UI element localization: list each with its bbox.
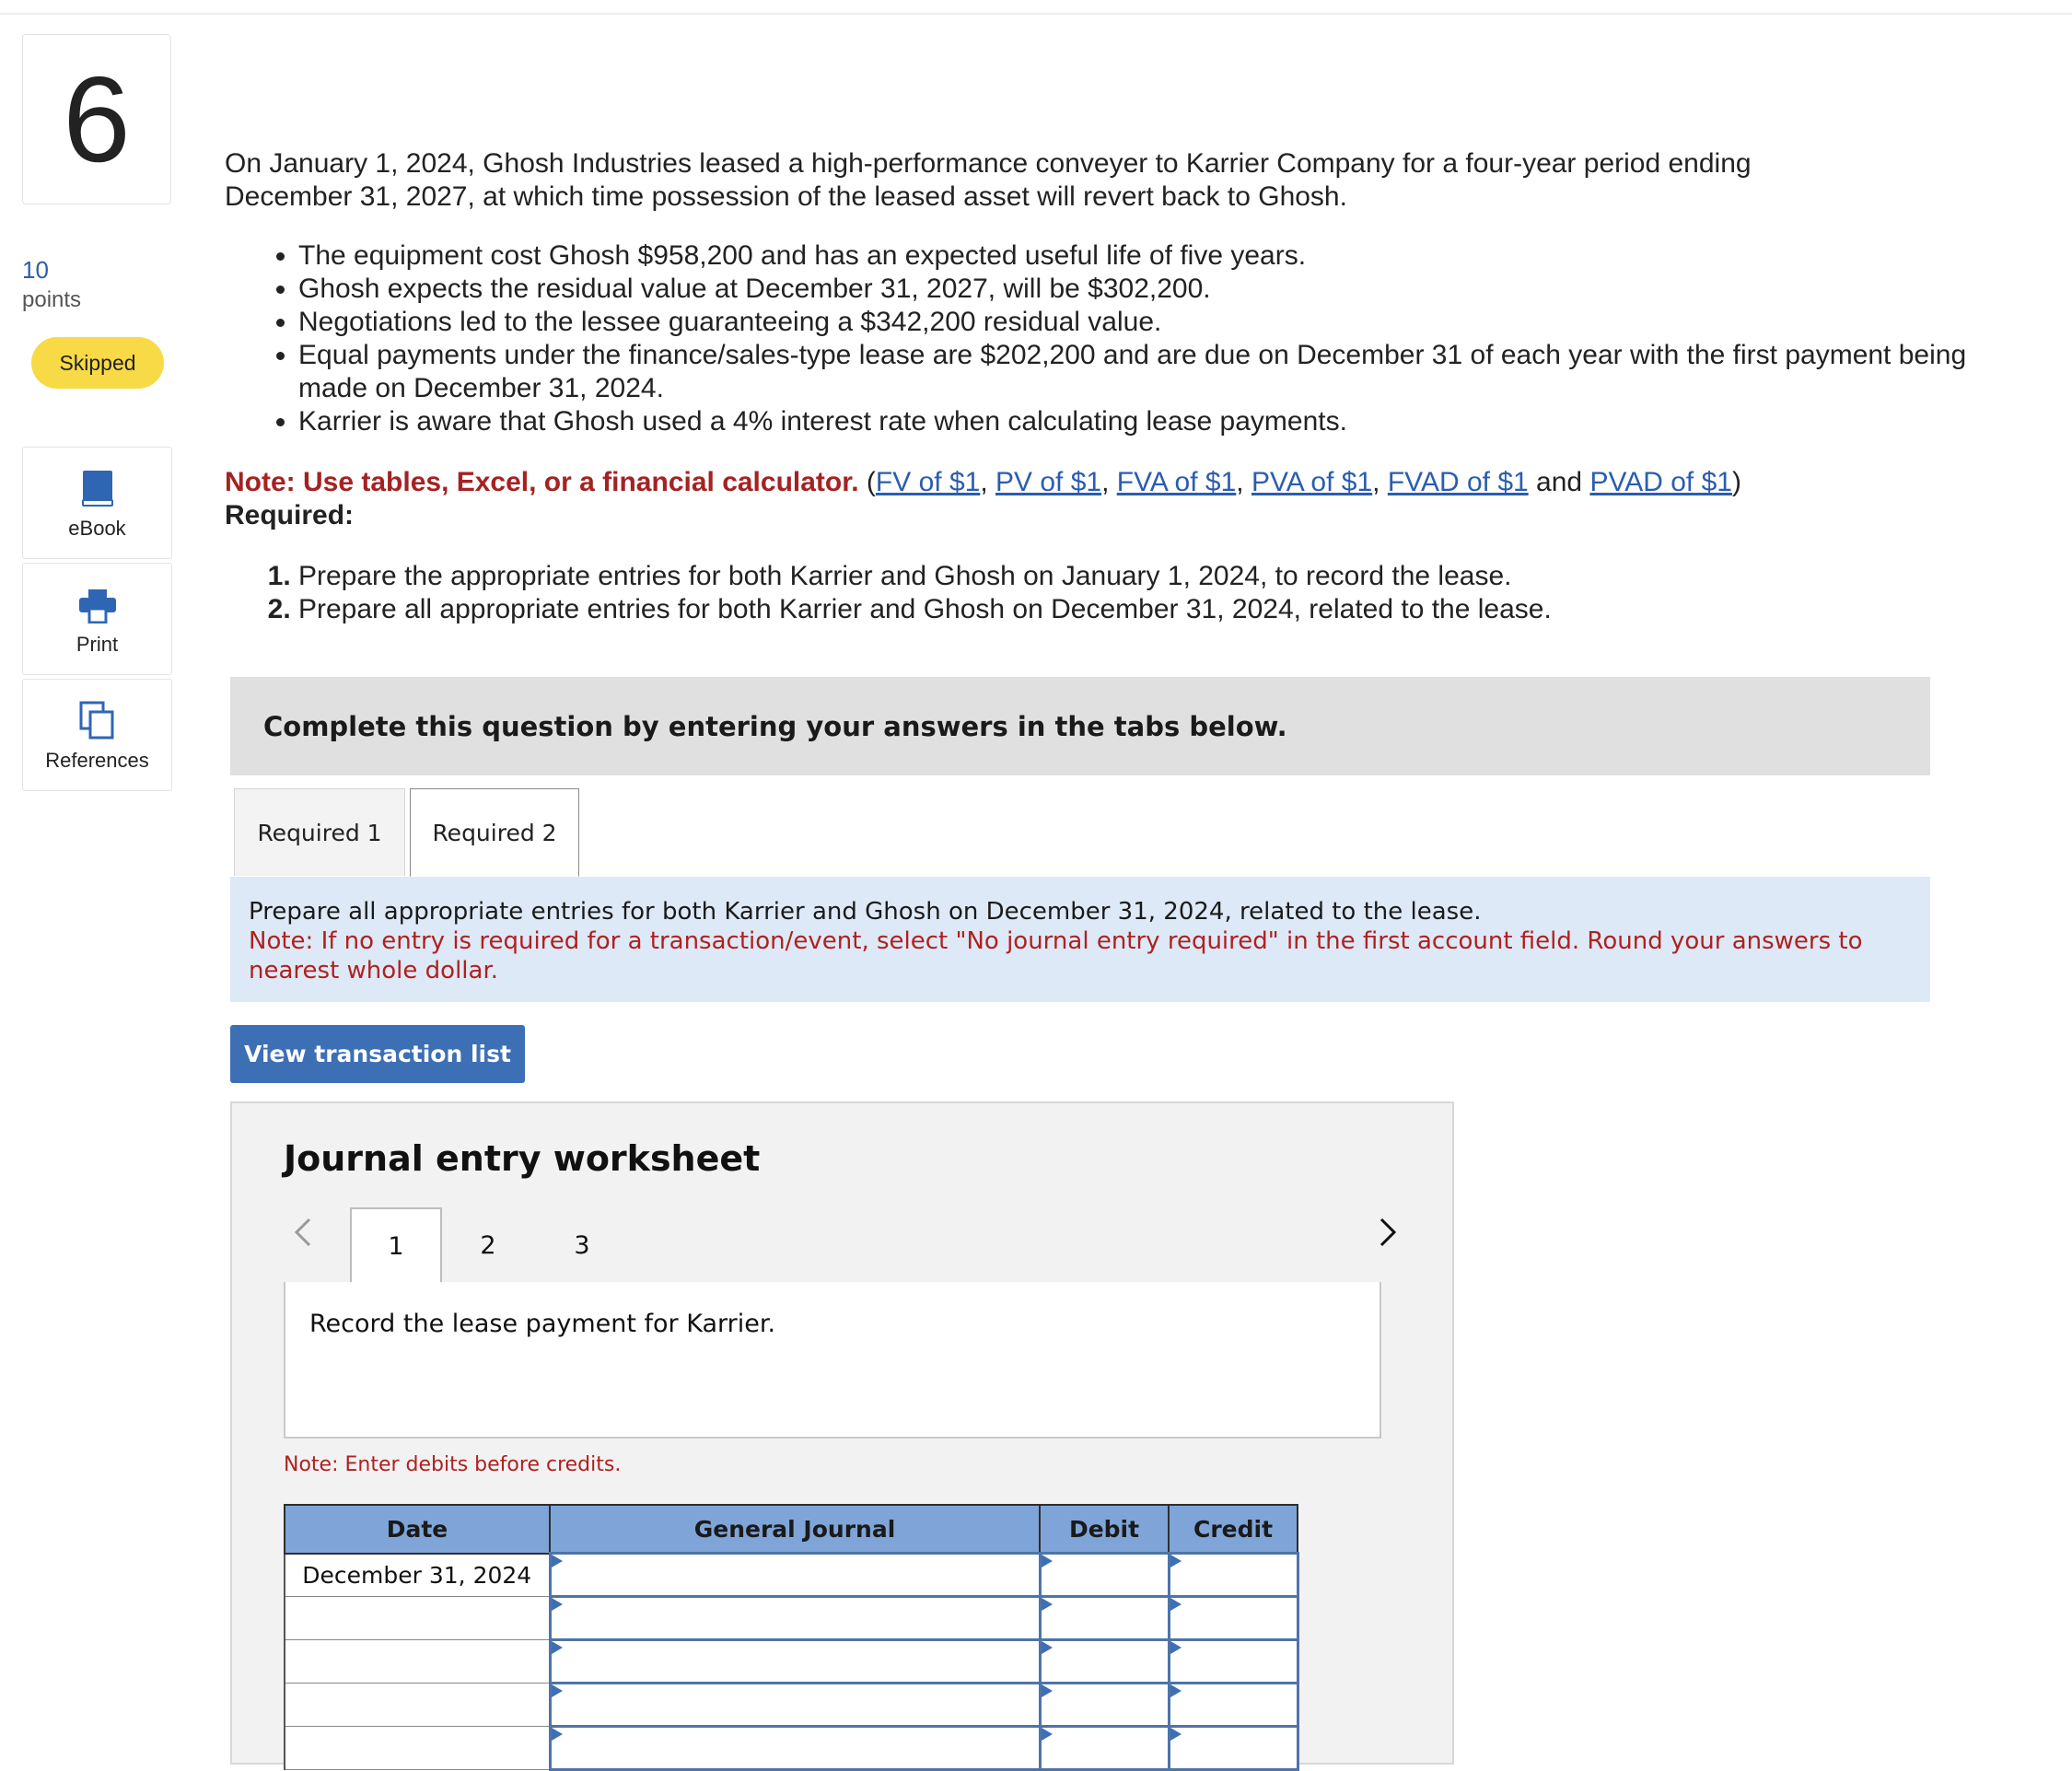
- requirement-list: [225, 560, 1974, 626]
- date-cell: December 31, 2024: [285, 1554, 550, 1597]
- table-row: [285, 1597, 1298, 1640]
- date-cell: [285, 1684, 550, 1727]
- account-input[interactable]: [550, 1597, 1040, 1640]
- print-label: Print: [76, 633, 119, 656]
- list-item: • The equipment cost Ghosh $958,200 and has an expected useful life of five years.: [298, 239, 1974, 273]
- worksheet-tab-1[interactable]: 1: [350, 1207, 442, 1285]
- worksheet-description: Record the lease payment for Karrier.: [284, 1282, 1381, 1439]
- chevron-right-icon[interactable]: [1374, 1214, 1402, 1251]
- instruction-bar: Complete this question by entering your answers in the tabs below.: [230, 677, 1930, 775]
- required-label: Required:: [225, 500, 355, 530]
- table-row: [285, 1727, 1298, 1770]
- view-transaction-list-button[interactable]: View transaction list: [230, 1025, 525, 1083]
- points-label: points: [22, 287, 82, 312]
- credit-input[interactable]: [1169, 1640, 1298, 1684]
- status-badge: Skipped: [31, 337, 164, 389]
- prompt-text: Prepare all appropriate entries for both Karrier and Ghosh on December 31, 2024, related to the lease.: [249, 898, 1482, 926]
- references-button[interactable]: [22, 679, 172, 791]
- fvad-link[interactable]: FVAD of $1: [1387, 467, 1529, 497]
- list-item: 2. Prepare all appropriate entries for both Karrier and Ghosh on December 31, 2024, related to the lease.: [298, 593, 1974, 626]
- question-number: 6: [22, 34, 171, 204]
- general-journal-column-header: General Journal: [550, 1505, 1040, 1554]
- credit-input[interactable]: [1169, 1727, 1298, 1770]
- tab-required-1[interactable]: Required 1: [234, 788, 405, 876]
- requirement-tabs: [230, 788, 1930, 878]
- date-cell: [285, 1640, 550, 1684]
- debit-input[interactable]: [1040, 1640, 1169, 1684]
- list-item: • Karrier is aware that Ghosh used a 4% interest rate when calculating lease payments.: [298, 405, 1974, 438]
- credit-input[interactable]: [1169, 1554, 1298, 1597]
- pv-link[interactable]: PV of $1: [995, 467, 1102, 497]
- book-icon: [80, 465, 115, 507]
- references-label: References: [45, 749, 149, 772]
- table-row: [285, 1640, 1298, 1684]
- ebook-label: eBook: [68, 517, 126, 540]
- fact-list: [225, 239, 1974, 438]
- debit-column-header: Debit: [1040, 1505, 1169, 1554]
- credit-input[interactable]: [1169, 1684, 1298, 1727]
- fv-link[interactable]: FV of $1: [875, 467, 981, 497]
- tab-required-2[interactable]: Required 2: [410, 788, 579, 878]
- list-item: • Ghosh expects the residual value at December 31, 2027, will be $302,200.: [298, 273, 1974, 306]
- points-value: 10: [22, 256, 49, 284]
- debit-input[interactable]: [1040, 1727, 1169, 1770]
- top-divider: [0, 13, 2072, 15]
- credit-input[interactable]: [1169, 1597, 1298, 1640]
- pvad-link[interactable]: PVAD of $1: [1589, 467, 1732, 497]
- credit-column-header: Credit: [1169, 1505, 1298, 1554]
- fva-link[interactable]: FVA of $1: [1116, 467, 1237, 497]
- tab-prompt: [230, 877, 1930, 1002]
- chevron-left-icon[interactable]: [289, 1214, 317, 1251]
- account-input[interactable]: [550, 1554, 1040, 1597]
- pva-link[interactable]: PVA of $1: [1251, 467, 1373, 497]
- worksheet-title: Journal entry worksheet: [284, 1138, 761, 1179]
- account-input[interactable]: [550, 1727, 1040, 1770]
- table-row: [285, 1554, 1298, 1597]
- print-button[interactable]: [22, 563, 172, 675]
- copy-icon: [79, 697, 116, 740]
- calc-note-text: Note: Use tables, Excel, or a financial calculator.: [225, 467, 859, 497]
- list-item: 1. Prepare the appropriate entries for both Karrier and Ghosh on January 1, 2024, to record the lease.: [298, 560, 1974, 593]
- debit-input[interactable]: [1040, 1597, 1169, 1640]
- problem-intro: On January 1, 2024, Ghosh Industries leased a high-performance conveyer to Karrier Company for a four-year period ending December 31, 2027, at which time possession of the leased asset will revert back to Ghosh.: [225, 148, 1752, 212]
- worksheet-tab-2[interactable]: 2: [480, 1230, 496, 1260]
- account-input[interactable]: [550, 1640, 1040, 1684]
- table-row: [285, 1684, 1298, 1727]
- worksheet-note: Note: Enter debits before credits.: [284, 1453, 622, 1476]
- ebook-button[interactable]: [22, 447, 172, 559]
- printer-icon: [77, 581, 118, 623]
- date-column-header: Date: [285, 1505, 550, 1554]
- calc-note: Note: Use tables, Excel, or a financial calculator. (FV of $1, PV of $1, FVA of $1, PVA of $1, FVAD of $1 and PVAD of $1): [225, 467, 1741, 497]
- list-item: • Equal payments under the finance/sales-type lease are $202,200 and are due on December 31 of each year with the first payment being made on December 31, 2024.: [298, 339, 1974, 405]
- debit-input[interactable]: [1040, 1554, 1169, 1597]
- date-cell: [285, 1597, 550, 1640]
- journal-worksheet: [230, 1101, 1454, 1765]
- account-input[interactable]: [550, 1684, 1040, 1727]
- worksheet-tab-3[interactable]: 3: [574, 1230, 590, 1260]
- worksheet-tabs: [284, 1207, 1381, 1285]
- date-cell: [285, 1727, 550, 1770]
- and-word: and: [1536, 467, 1583, 497]
- problem-body: [225, 147, 1974, 626]
- prompt-note: Note: If no entry is required for a transaction/event, select "No journal entry required" in the first account field. Round your answers to nearest whole dollar.: [249, 927, 1863, 985]
- debit-input[interactable]: [1040, 1684, 1169, 1727]
- list-item: • Negotiations led to the lessee guaranteeing a $342,200 residual value.: [298, 306, 1974, 339]
- journal-table: [284, 1504, 1299, 1771]
